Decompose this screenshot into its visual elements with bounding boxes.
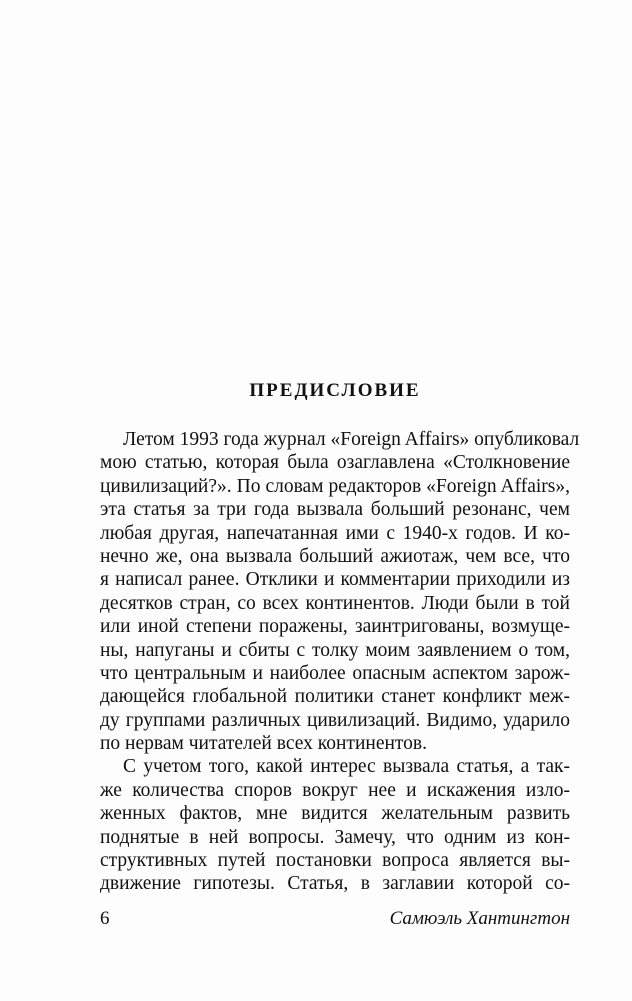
page-number: 6 bbox=[100, 908, 110, 929]
text-line: ду группами различных цивилизаций. Видимо, ударило bbox=[100, 709, 570, 731]
text-line: С учетом того, какой интерес вызвала статья, а так- bbox=[123, 756, 570, 778]
text-line: мою статью, которая была озаглавлена «Столкновение bbox=[100, 452, 570, 474]
text-line: женных фактов, мне видится желательным развить bbox=[100, 803, 570, 825]
body-text bbox=[100, 428, 580, 896]
text-line: нечно же, она вызвала больший ажиотаж, чем все, что bbox=[100, 545, 570, 567]
text-line: цивилизаций?». По словам редакторов «Foreign Affairs», bbox=[100, 475, 570, 497]
text-line: или иной степени поражены, заинтригованы, возмуще- bbox=[100, 616, 570, 638]
text-line: дающейся глобальной политики станет конфликт меж- bbox=[100, 686, 570, 708]
text-line: десятков стран, со всех континентов. Люди были в той bbox=[100, 592, 570, 614]
text-line: Летом 1993 года журнал «Foreign Affairs» опубликовал bbox=[123, 429, 580, 450]
text-line: структивных путей постановки вопроса является вы- bbox=[100, 850, 570, 872]
text-line: движение гипотезы. Статья, в заглавии которой со- bbox=[100, 873, 570, 895]
page-footer bbox=[100, 908, 570, 932]
text-line: я написал ранее. Отклики и комментарии приходили из bbox=[100, 569, 570, 591]
running-title: Самюэль Хантингтон bbox=[389, 908, 570, 929]
text-line: поднятые в ней вопросы. Замечу, что одним из кон- bbox=[100, 826, 570, 848]
text-line: любая другая, напечатанная ими с 1940-х годов. И ко- bbox=[100, 522, 570, 544]
text-line: же количества споров вокруг нее и искажения изло- bbox=[100, 779, 570, 801]
text-line: ны, напуганы и сбиты с толку моим заявлением о том, bbox=[100, 639, 570, 661]
chapter-heading: ПРЕДИСЛОВИЕ bbox=[249, 380, 421, 401]
text-line: что центральным и наиболее опасным аспектом зарож- bbox=[100, 662, 570, 684]
text-line: по нервам читателей всех континентов. bbox=[100, 733, 428, 755]
text-line: эта статья за три года вызвала больший резонанс, чем bbox=[100, 499, 570, 521]
